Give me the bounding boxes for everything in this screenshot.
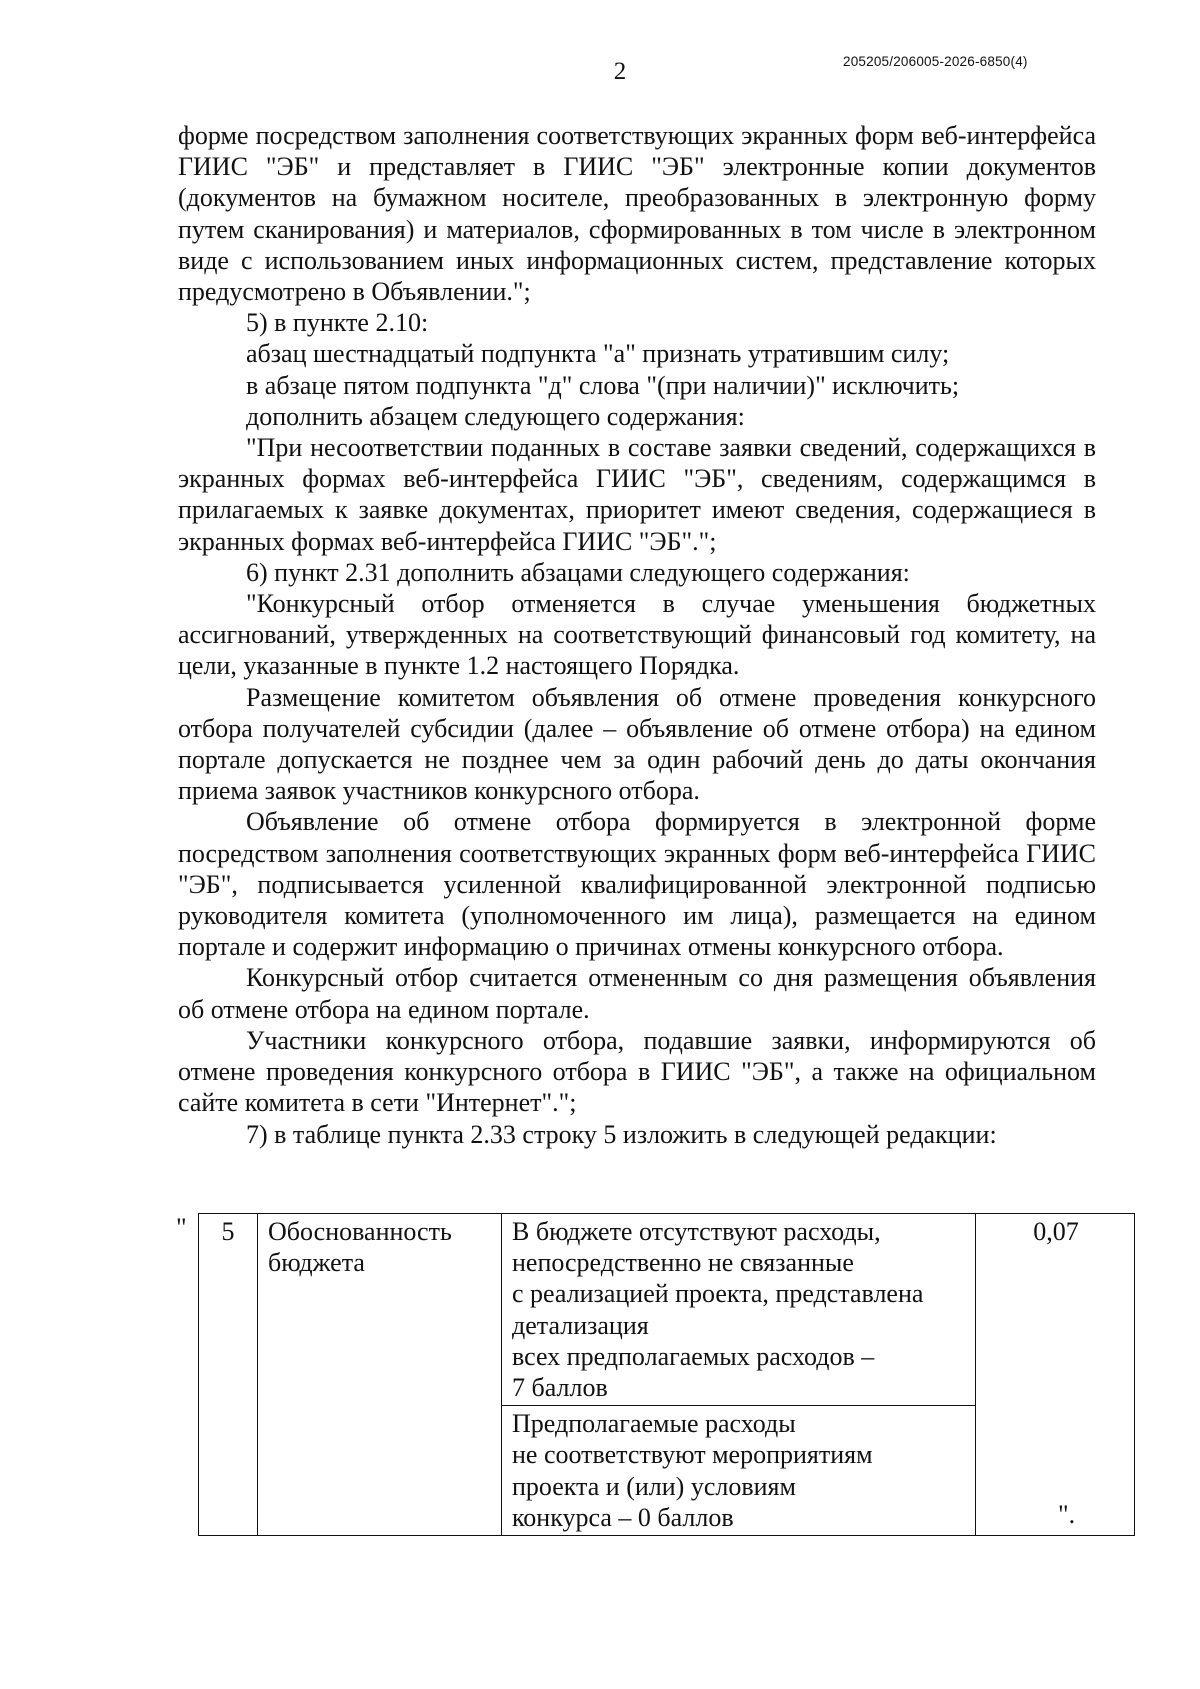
table-open-quote: "	[176, 1213, 187, 1242]
table-close-quote: ".	[1058, 1500, 1076, 1529]
paragraph: "При несоответствии поданных в составе заявки сведений, содержащихся в экранных формах веб-интерфейса ГИИС "ЭБ", сведениям, содержащимся в прилагаемых к заявке документах, приоритет имеют сведения, содержащиеся в экранных формах веб-интерфейса ГИИС "ЭБ".";	[178, 433, 1096, 556]
description-line: В бюджете отсутствуют расходы,	[512, 1217, 881, 1246]
paragraph: абзац шестнадцатый подпункта "а" признать утратившим силу;	[246, 339, 950, 369]
paragraph: дополнить абзацем следующего содержания:	[246, 401, 745, 431]
description-line: не соответствуют мероприятиям	[512, 1440, 873, 1470]
description-cell-zero-score	[502, 1406, 976, 1536]
description-line: непосредственно не связанные	[512, 1248, 854, 1278]
paragraph: Объявление об отмене отбора формируется в электронной форме посредством заполнения соответствующих экранных форм веб-интерфейса ГИИС "ЭБ", подписывается усиленной квалифицированной электронной подписью руководителя комитета (уполномоченного им лица), размещается на едином портале и содержит информацию о причинах отмены конкурсного отбора.	[178, 807, 1096, 962]
paragraph: форме посредством заполнения соответствующих экранных форм веб-интерфейса ГИИС "ЭБ" и представляет в ГИИС "ЭБ" электронные копии документов (документов на бумажном носителе, преобразованных в электронную форму путем сканирования) и материалов, сформированных в том числе в электронном виде с использованием иных информационных систем, представление которых предусмотрено в Объявлении.";	[178, 121, 1096, 307]
description-line: конкурса – 0 баллов	[512, 1502, 734, 1532]
paragraph: Размещение комитетом объявления об отмене проведения конкурсного отбора получателей субсидии (далее – объявление об отмене отбора) на едином портале допускается не позднее чем за один рабочий день до даты окончания приема заявок участников конкурсного отбора.	[178, 682, 1096, 806]
description-line: проекта и (или) условиям	[512, 1471, 796, 1501]
paragraph: Конкурсный отбор считается отмененным со дня размещения объявления об отмене отбора на едином портале.	[178, 963, 1096, 1024]
scoring-table	[198, 1213, 1135, 1536]
paragraph: "Конкурсный отбор отменяется в случае уменьшения бюджетных ассигнований, утвержденных на соответствующий финансовый год комитету, на цели, указанные в пункте 1.2 настоящего Порядка.	[178, 589, 1096, 681]
description-line: всех предполагаемых расходов –	[512, 1341, 875, 1371]
paragraph: 7) в таблице пункта 2.33 строку 5 изложить в следующей редакции:	[246, 1119, 997, 1149]
description-line: с реализацией проекта, представлена	[512, 1279, 924, 1309]
weight-cell: 0,07	[976, 1214, 1135, 1536]
paragraph: 6) пункт 2.31 дополнить абзацами следующего содержания:	[246, 557, 910, 587]
paragraph: Участники конкурсного отбора, подавшие заявки, информируются об отмене проведения конкурсного отбора в ГИИС "ЭБ", а также на официальном сайте комитета в сети "Интернет".";	[178, 1025, 1096, 1118]
criterion-cell: Обоснованность бюджета	[258, 1214, 502, 1536]
document-code: 205205/206005-2026-6850(4)	[843, 54, 1028, 69]
description-cell-full-score	[502, 1214, 976, 1406]
table-row	[199, 1214, 1135, 1406]
page-number: 2	[613, 58, 627, 85]
document-body	[178, 120, 1096, 1150]
row-number-cell: 5	[199, 1214, 258, 1536]
description-line: Предполагаемые расходы	[512, 1409, 796, 1439]
paragraph: 5) в пункте 2.10:	[246, 308, 429, 338]
paragraph: в абзаце пятом подпункта "д" слова "(при наличии)" исключить;	[246, 370, 960, 400]
description-line: 7 баллов	[512, 1373, 608, 1403]
description-line: детализация	[512, 1310, 649, 1340]
